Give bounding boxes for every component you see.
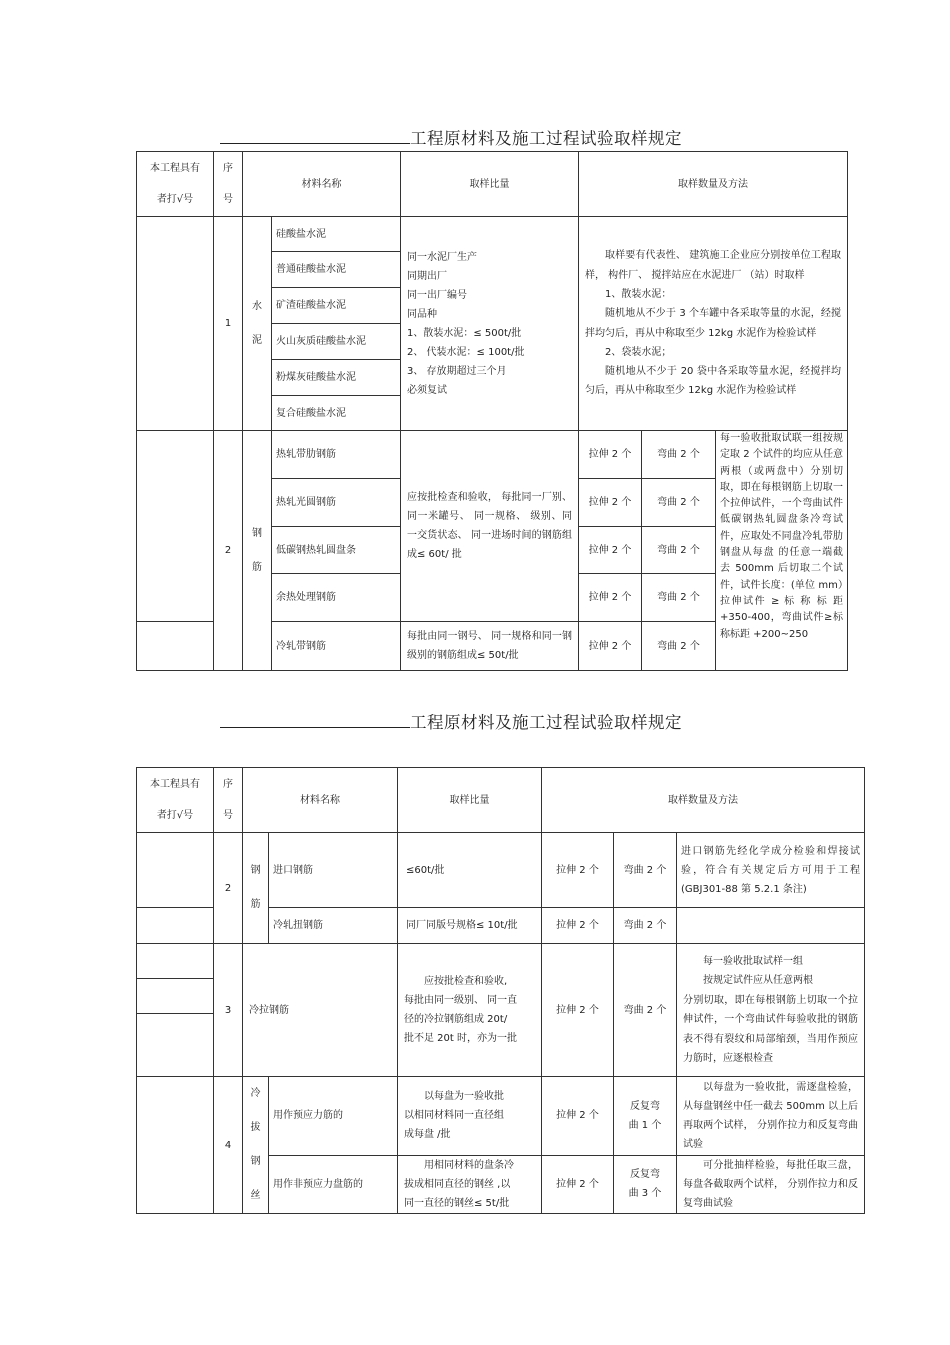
bend-cell: 弯曲 2 个 (642, 622, 716, 671)
check-cell (137, 217, 214, 431)
material-name: 火山灰质硅酸盐水泥 (272, 324, 401, 360)
header-check: 本工程具有 者打√号 (137, 768, 214, 833)
table-row (137, 217, 848, 252)
ratio-cell: 同一水泥厂生产 同期出厂 同一出厂编号 同品种 1、散装水泥：≤ 500t/批 2、 代装水泥：≤ 100t/批 3、 存放期超过三个月 必须复试 (401, 217, 579, 431)
material-name: 粉煤灰硅酸盐水泥 (272, 360, 401, 396)
material-name: 热轧光圆钢筋 (272, 479, 401, 527)
tension-cell: 拉伸 2 个 (579, 622, 642, 671)
page-title-1 (220, 127, 740, 151)
header-seq: 序 号 (214, 768, 243, 833)
seq-cell: 2 (214, 431, 243, 671)
check-cell (137, 944, 214, 979)
page-title-2 (220, 711, 740, 735)
seq-cell: 1 (214, 217, 243, 431)
table-header-row (137, 768, 865, 833)
table-row (137, 431, 848, 479)
header-ratio: 取样比量 (398, 768, 542, 833)
material-name: 用作预应力筋的 (269, 1077, 398, 1156)
title-text: 工程原材料及施工过程试验取样规定 (410, 129, 682, 148)
material-name: 矿渣硅酸盐水泥 (272, 288, 401, 324)
bend-cell: 弯曲 2 个 (614, 908, 677, 944)
material-name: 复合硅酸盐水泥 (272, 396, 401, 431)
header-method: 取样数量及方法 (542, 768, 865, 833)
table-2 (136, 767, 865, 1214)
method-cell: 进口钢筋先经化学成分检验和焊接试验，符合有关规定后方可用于工程 (GBJ301-88 第 5.2.1 条注) (677, 833, 865, 908)
bend-cell: 弯曲 2 个 (642, 479, 716, 527)
bend-cell: 弯曲 2 个 (642, 574, 716, 622)
ratio-cell: 应按批检查和验收， 每批同一厂别、同一米罐号、 同一规格、 级别、同一交货状态、 同一进场时间的钢筋组成≤ 60t/ 批 (401, 431, 579, 622)
ratio-cell: ≤60t/批 (398, 833, 542, 908)
material-name: 冷轧扭钢筋 (269, 908, 398, 944)
tension-cell: 拉伸 2 个 (542, 944, 614, 1077)
method-cell: 每一验收批取试样一组 按规定试件应从任意两根 分别切取，即在每根钢筋上切取一个拉伸试件，一个弯曲试件每验收批的钢筋表不得有裂纹和局部缩颈，当用作预应力筋时，应逐根检查 (677, 944, 865, 1077)
tension-cell: 拉伸 2 个 (579, 527, 642, 574)
bend-cell: 反复弯 曲 1 个 (614, 1077, 677, 1156)
category-cell: 钢 筋 (243, 833, 269, 944)
tension-cell: 拉伸 2 个 (542, 908, 614, 944)
table-row (137, 944, 865, 979)
bend-cell: 弯曲 2 个 (642, 431, 716, 479)
category-cell: 水 泥 (243, 217, 272, 431)
seq-cell: 3 (214, 944, 243, 1077)
material-name: 冷轧带钢筋 (272, 622, 401, 671)
tension-cell: 拉伸 2 个 (542, 1155, 614, 1213)
category-cell: 钢 筋 (243, 431, 272, 671)
header-check: 本工程具有 者打√号 (137, 152, 214, 217)
header-seq: 序 号 (214, 152, 243, 217)
ratio-cell: 用相同材料的盘条冷 拔成相同直径的钢丝 ,以 同一直径的钢丝≤ 5t/批 (398, 1155, 542, 1213)
method-cell: 取样要有代表性、 建筑施工企业应分别按单位工程取样， 构件厂、 搅拌站应在水泥进厂 （站）时取样 1、散装水泥： 随机地从不少于 3 个车罐中各采取等量的水泥，经搅拌均匀后，再从中称取至少 12kg 水泥作为检验试样 2、袋装水泥； 随机地从不少于 20 袋中各采取等量水泥，经搅拌均匀后，再从中称取至少 12kg 水泥作为检验试样 (579, 217, 848, 431)
title-blank-line (220, 127, 410, 144)
check-cell (137, 908, 214, 944)
material-name: 普通硅酸盐水泥 (272, 252, 401, 288)
tension-cell: 拉伸 2 个 (542, 833, 614, 908)
tension-cell: 拉伸 2 个 (542, 1077, 614, 1156)
header-material: 材料名称 (243, 768, 398, 833)
header-method: 取样数量及方法 (579, 152, 848, 217)
bend-cell: 弯曲 2 个 (642, 527, 716, 574)
check-cell (137, 1014, 214, 1077)
bend-cell: 弯曲 2 个 (614, 833, 677, 908)
check-cell (137, 979, 214, 1014)
header-material: 材料名称 (243, 152, 401, 217)
bend-cell: 弯曲 2 个 (614, 944, 677, 1077)
material-name: 硅酸盐水泥 (272, 217, 401, 252)
material-name: 余热处理钢筋 (272, 574, 401, 622)
method-cell: 以每盘为一验收批，需逐盘检验，从每盘钢丝中任一截去 500mm 以上后再取两个试样， 分别作拉力和反复弯曲试验 (677, 1077, 865, 1156)
tension-cell: 拉伸 2 个 (579, 479, 642, 527)
material-name: 冷拉钢筋 (243, 944, 398, 1077)
table-row (137, 833, 865, 908)
check-cell (137, 833, 214, 908)
header-ratio: 取样比量 (401, 152, 579, 217)
material-name: 进口钢筋 (269, 833, 398, 908)
ratio-cell: 以每盘为一验收批 以相同材料同一直径组 成每盘 /批 (398, 1077, 542, 1156)
ratio-cell: 同厂同版号规格≤ 10t/批 (398, 908, 542, 944)
category-cell: 冷 拔 钢 丝 (243, 1077, 269, 1214)
check-cell (137, 431, 214, 622)
seq-cell: 2 (214, 833, 243, 944)
material-name: 热轧带肋钢筋 (272, 431, 401, 479)
tension-cell: 拉伸 2 个 (579, 574, 642, 622)
tension-cell: 拉伸 2 个 (579, 431, 642, 479)
check-cell (137, 622, 214, 671)
seq-cell: 4 (214, 1077, 243, 1214)
ratio-cell: 应按批检查和验收, 每批由同一级别、 同一直 径的冷拉钢筋组成 20t/ 批不足 20t 时，亦为一批 (398, 944, 542, 1077)
table-1 (136, 151, 848, 671)
table-header-row (137, 152, 848, 217)
material-name: 用作非预应力盘筋的 (269, 1155, 398, 1213)
method-cell: 可分批抽样检验，每批任取三盘， 每盘各截取两个试样， 分别作拉力和反复弯曲试验 (677, 1155, 865, 1213)
method-cell: 每一验收批取试联一组按规定取 2 个试件的均应从任意两根（或两盘中）分别切取，即在每根钢筋上切取一个拉伸试件，一个弯曲试件低碳钢热轧圆盘条冷弯试件，应取处不同盘冷轧带肋钢盘从每盘 的任意一端截去 500mm 后切取二个试件，试件长度：(单位 mm）拉伸试件 ≥ 标 称 标 距 +350-400，弯曲试件≥标称标距 +200~250 (716, 431, 848, 671)
table-row (137, 1077, 865, 1156)
title-blank-line (220, 711, 410, 728)
check-cell (137, 1077, 214, 1214)
method-cell (677, 908, 865, 944)
title-text: 工程原材料及施工过程试验取样规定 (410, 713, 682, 732)
material-name: 低碳钢热轧圆盘条 (272, 527, 401, 574)
bend-cell: 反复弯 曲 3 个 (614, 1155, 677, 1213)
ratio-cell: 每批由同一钢号、 同一规格和同一钢级别的钢筋组成≤ 50t/批 (401, 622, 579, 671)
